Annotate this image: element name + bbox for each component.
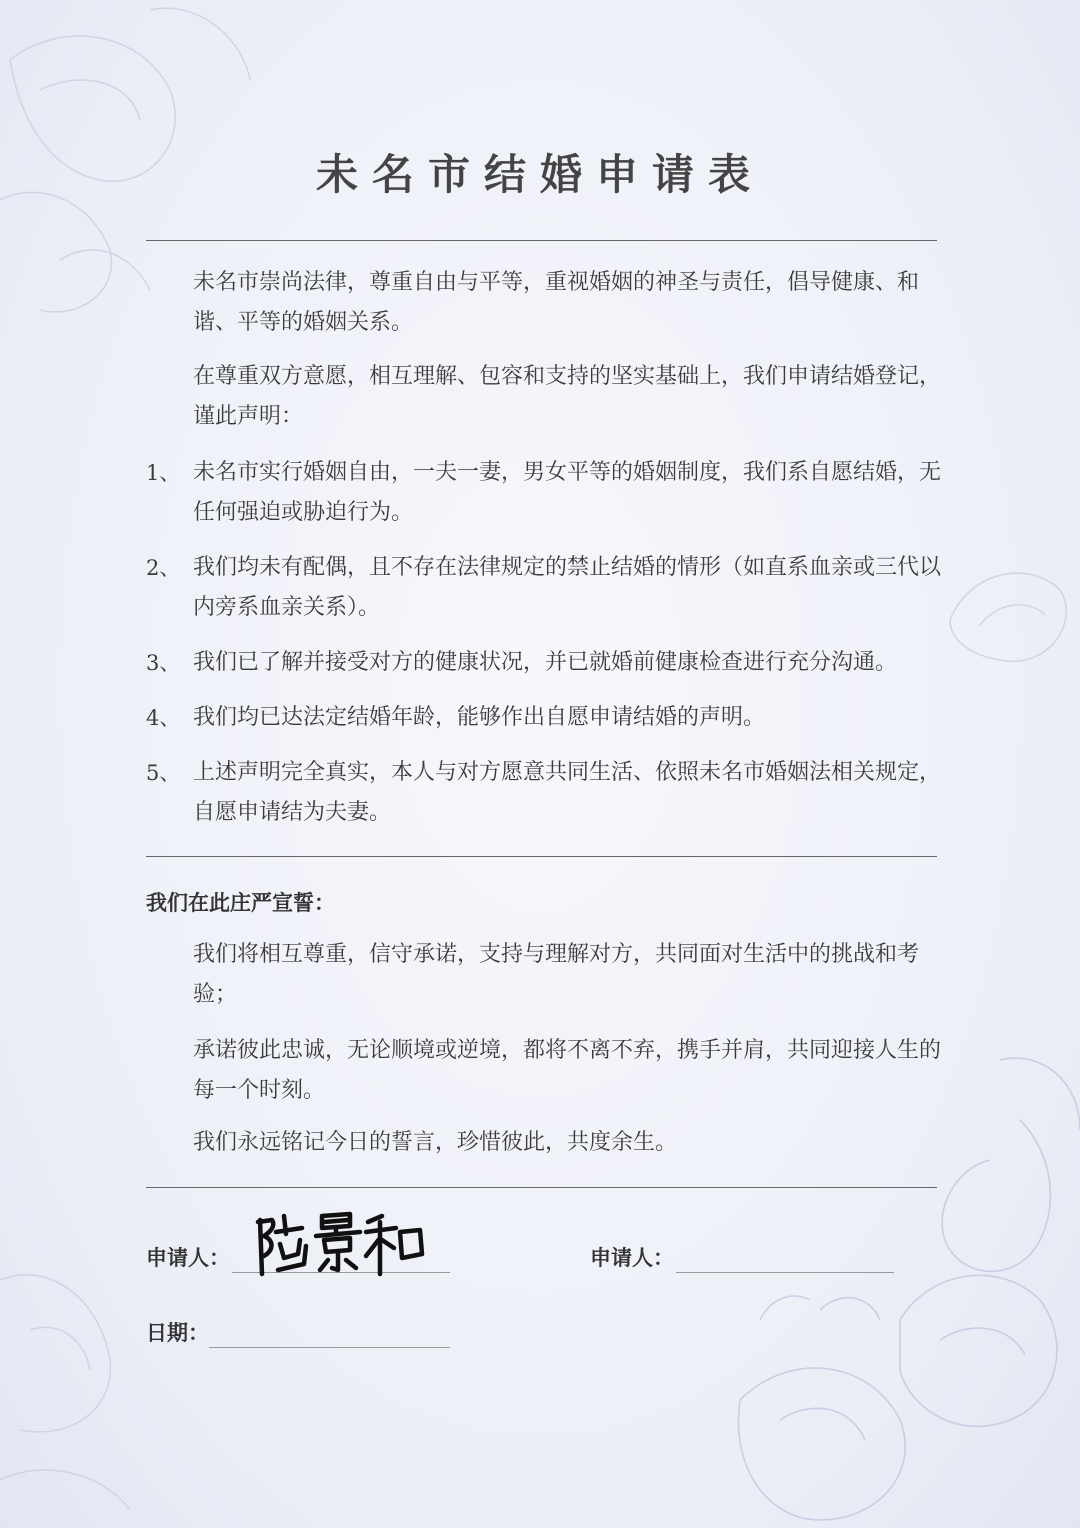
divider-top [146,240,937,241]
intro-paragraph-1: 未名市崇尚法律，尊重自由与平等，重视婚姻的神圣与责任，倡导健康、和谐、平等的婚姻关系。 [193,270,920,335]
oath-paragraph-2: 承诺彼此忠诚，无论顺境或逆境，都将不离不弃，携手并肩，共同迎接人生的每一个时刻。 [193,1038,942,1103]
date-label: 日期： [146,1321,209,1345]
declaration-text-2: 我们均未有配偶，且不存在法律规定的禁止结婚的情形（如直系血亲或三代以内旁系血亲关系）。 [193,555,942,620]
applicant-1-label: 申请人： [146,1246,230,1270]
floral-watermark-bottom-left [0,1180,240,1528]
declaration-text-5: 上述声明完全真实，本人与对方愿意共同生活、依照未名市婚姻法相关规定，自愿申请结为夫妻。 [193,760,942,825]
applicant-2-label: 申请人： [590,1246,674,1270]
oath-paragraph-3: 我们永远铭记今日的誓言，珍惜彼此，共度余生。 [193,1130,678,1155]
applicant-1-signature [250,1208,430,1278]
declaration-text-1: 未名市实行婚姻自由，一夫一妻，男女平等的婚姻制度，我们系自愿结婚，无任何强迫或胁迫行为。 [193,460,942,525]
declaration-number-4: 4、 [146,706,181,730]
floral-watermark-right [930,540,1080,690]
declaration-text-3: 我们已了解并接受对方的健康状况，并已就婚前健康检查进行充分沟通。 [193,650,898,675]
applicant-2-signature-line[interactable] [676,1272,894,1273]
declaration-text-4: 我们均已达法定结婚年龄，能够作出自愿申请结婚的声明。 [193,705,766,730]
page-title: 未名市结婚申请表 [315,150,764,199]
declaration-number-3: 3、 [146,651,181,675]
declaration-number-5: 5、 [146,761,181,785]
declaration-number-2: 2、 [146,556,181,580]
oath-paragraph-1: 我们将相互尊重，信守承诺，支持与理解对方，共同面对生活中的挑战和考验； [193,942,920,1007]
declaration-number-1: 1、 [146,461,181,485]
divider-bottom [146,1187,937,1188]
intro-paragraph-2: 在尊重双方意愿，相互理解、包容和支持的坚实基础上，我们申请结婚登记，谨此声明： [193,364,942,429]
date-line[interactable] [209,1347,450,1348]
divider-middle [146,856,937,857]
oath-heading: 我们在此庄严宣誓： [146,891,335,915]
